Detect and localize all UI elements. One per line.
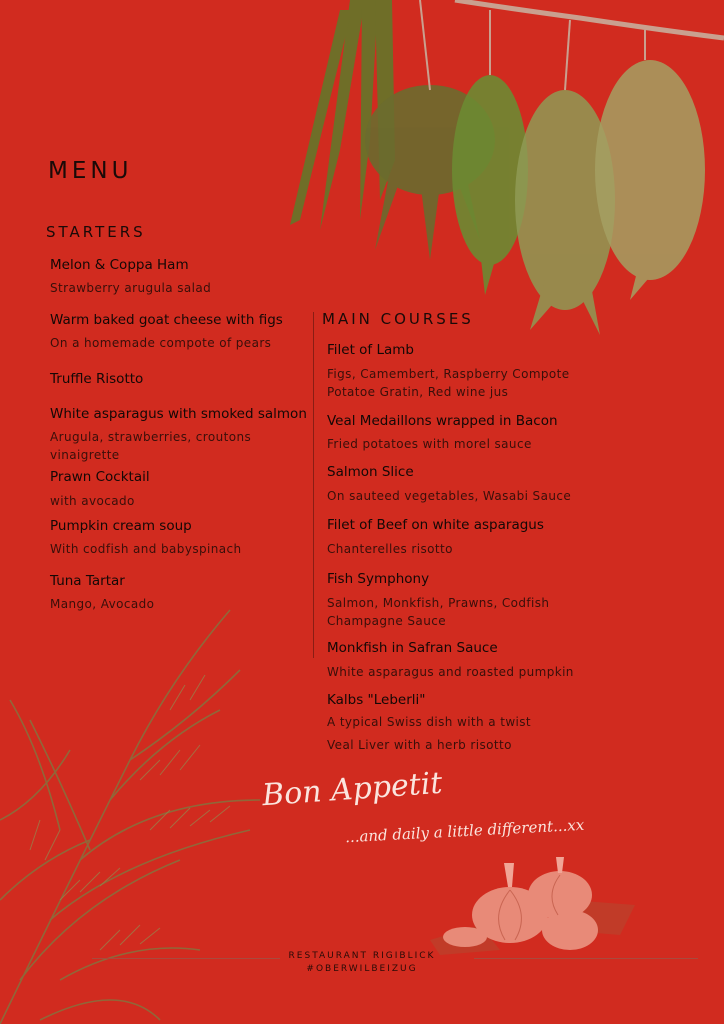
starter-description: On a homemade compote of pears	[50, 336, 272, 350]
starter-name: Prawn Cocktail	[50, 469, 150, 485]
starter-name: Truffle Risotto	[50, 371, 144, 387]
main-course-description-line2: Champagne Sauce	[327, 614, 446, 628]
footer-restaurant-name: RESTAURANT RIGIBLICK	[288, 951, 436, 961]
main-course-description: Fried potatoes with morel sauce	[327, 437, 532, 451]
main-course-name: Filet of Beef on white asparagus	[327, 517, 544, 533]
footer-hashtag: #OBERWILBEIZUG	[306, 964, 418, 974]
garlic-illustration	[420, 855, 650, 960]
main-course-description-line2: Potatoe Gratin, Red wine jus	[327, 385, 509, 399]
footer-rule-right	[474, 958, 698, 959]
dill-branch-illustration	[0, 600, 280, 1024]
starter-name: Pumpkin cream soup	[50, 518, 192, 534]
main-course-description: A typical Swiss dish with a twist	[327, 715, 532, 729]
main-course-description: Figs, Camembert, Raspberry Compote	[327, 367, 570, 381]
main-course-name: Kalbs "Leberli"	[327, 692, 426, 708]
main-course-description: On sauteed vegetables, Wasabi Sauce	[327, 489, 572, 503]
starter-description: Arugula, strawberries, croutons	[50, 430, 252, 444]
main-course-description: White asparagus and roasted pumpkin	[327, 665, 574, 679]
main-course-name: Veal Medaillons wrapped in Bacon	[327, 413, 558, 429]
column-divider	[313, 312, 314, 658]
starter-name: Warm baked goat cheese with figs	[50, 312, 283, 328]
main-courses-heading: MAIN COURSES	[322, 310, 474, 328]
menu-title: MENU	[48, 158, 133, 184]
starter-name: White asparagus with smoked salmon	[50, 406, 307, 422]
starter-description: With codfish and babyspinach	[50, 542, 242, 556]
main-course-name: Salmon Slice	[327, 464, 414, 480]
starter-description: Mango, Avocado	[50, 597, 155, 611]
starter-description-line2: vinaigrette	[50, 448, 120, 462]
starter-name: Tuna Tartar	[50, 573, 125, 589]
hanging-herbs-illustration	[280, 0, 724, 340]
main-course-description: Salmon, Monkfish, Prawns, Codfish	[327, 596, 550, 610]
main-course-name: Monkfish in Safran Sauce	[327, 640, 498, 656]
main-course-description: Chanterelles risotto	[327, 542, 453, 556]
main-course-name: Fish Symphony	[327, 571, 430, 587]
footer-rule-left	[92, 958, 280, 959]
main-course-description-line2: Veal Liver with a herb risotto	[327, 738, 512, 752]
starter-name: Melon & Coppa Ham	[50, 257, 189, 273]
main-course-name: Filet of Lamb	[327, 342, 414, 358]
bon-appetit-script: Bon Appetit	[260, 765, 444, 814]
tagline-script: ...and daily a little different...xx	[344, 815, 585, 847]
starters-heading: STARTERS	[46, 223, 146, 241]
starter-description: Strawberry arugula salad	[50, 281, 212, 295]
starter-description: with avocado	[50, 494, 135, 508]
